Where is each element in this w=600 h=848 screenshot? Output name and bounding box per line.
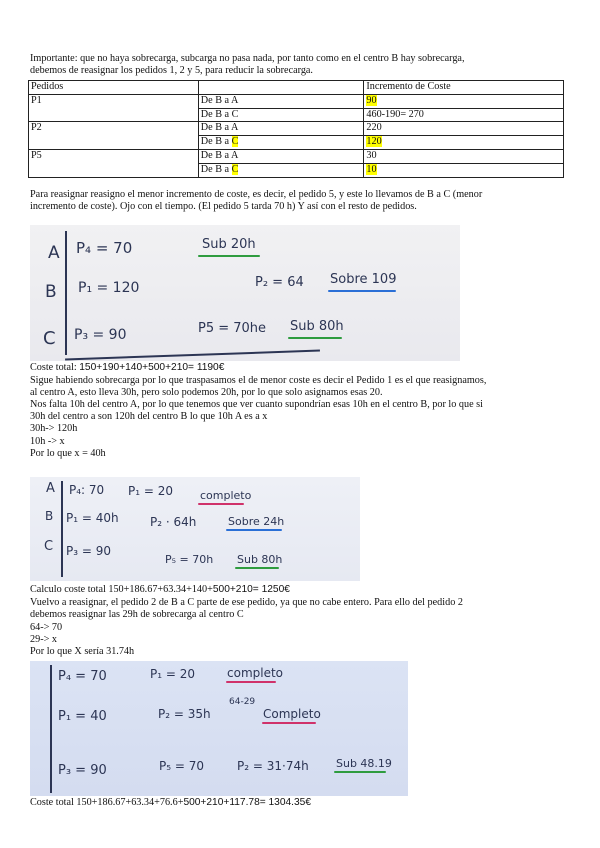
calculo-value: 500+210= 1250€	[212, 584, 290, 595]
p5-value: P5 = 70he	[198, 321, 267, 336]
calculo-line	[30, 584, 290, 596]
cell-pedido	[29, 108, 199, 122]
p1-a-value: P₁ = 20	[128, 484, 173, 498]
block2-line-7: Por lo que x = 40h	[30, 448, 106, 459]
block3-line-2: debemos reasignar las 29h de sobrecarga al centro C	[30, 609, 244, 620]
p1-a-value: P₁ = 20	[150, 667, 195, 681]
coste-value: 150+190+140+500+210= 1190€	[79, 362, 225, 373]
sobre-note: Sobre 24h	[228, 515, 285, 528]
sub-80-note: Sub 80h	[290, 319, 344, 334]
block2-line-2: al centro A, esto lleva 30h, pero solo podemos 20h, por lo que solo asignamos esas 20.	[30, 387, 383, 398]
table-row	[29, 108, 564, 122]
p2-value: P₂ = 35h	[158, 707, 211, 721]
center-c-label: C	[43, 328, 56, 349]
table-row	[29, 163, 564, 177]
cost-value-highlighted: 90	[366, 94, 377, 106]
p4-value: P₄: 70	[69, 483, 105, 497]
cell-cost: 220	[364, 122, 564, 136]
cell-cost	[364, 94, 564, 108]
cell-pedido: P2	[29, 122, 199, 136]
p2-b-value: P₂ = 31·74h	[237, 759, 309, 773]
intro-line-1: Importante: que no haya sobrecarga, subcarga no pasa nada, por tanto como en el centro B hay sobrecarga,	[30, 53, 465, 64]
sub-80-note: Sub 80h	[237, 553, 283, 566]
cell-move: De B a A	[198, 149, 364, 163]
cell-move	[198, 136, 364, 150]
block2-line-3: Nos falta 10h del centro A, por lo que tenemos que ver cuanto supondrían esas 10h en el centro B, por lo que si	[30, 399, 483, 410]
final-cost-line	[30, 797, 311, 809]
cost-value-highlighted: 120	[366, 136, 382, 148]
sobre-note: Sobre 109	[330, 272, 397, 287]
p4-value: P₄ = 70	[58, 669, 107, 684]
handwritten-photo-3	[30, 661, 408, 796]
center-a-label: A	[46, 481, 55, 496]
block2-line-4: 30h del centro a son 120h del centro B lo que 10h A es a x	[30, 411, 268, 422]
cell-cost: 460-190= 270	[364, 108, 564, 122]
completo-note-2: Completo	[263, 707, 321, 721]
p1-b-value: P₁ = 40h	[66, 511, 119, 525]
p3-value: P₃ = 90	[74, 327, 127, 343]
cell-cost: 30	[364, 149, 564, 163]
table-row	[29, 149, 564, 163]
para1-line-1: Para reasignar reasigno el menor incremento de coste, es decir, el pedido 5, y este lo llevamos de B a C (menor	[30, 189, 483, 200]
p3-value: P₃ = 90	[66, 544, 111, 558]
block3-line-1: Vuelvo a reasignar, el pedido 2 de B a C parte de ese pedido, ya que no cabe entero. Para ello del pedido 2	[30, 597, 463, 608]
p4-value: P₄ = 70	[76, 239, 133, 257]
calculo-prefix: Calculo coste total 150+186.67+63.34+140+	[30, 584, 213, 595]
completo-note: completo	[200, 489, 252, 502]
move-prefix: De B a	[200, 136, 232, 148]
block3-line-5: Por lo que X sería 31.74h	[30, 646, 135, 657]
p1-value: P₁ = 120	[78, 280, 140, 296]
cell-pedido: P1	[29, 94, 199, 108]
move-prefix: De B a	[200, 163, 232, 175]
sub-20-note: Sub 20h	[202, 237, 256, 252]
block3-line-4: 29-> x	[30, 634, 57, 645]
table-row	[29, 122, 564, 136]
final-value: 500+210+117.78= 1304.35€	[183, 797, 312, 808]
subtraction-note: 64-29	[229, 697, 256, 707]
p5-value: P₅ = 70	[159, 759, 204, 773]
cost-table	[28, 80, 564, 178]
intro-line-2: debemos de reasignar los pedidos 1, 2 y 5, para reducir la sobrecarga.	[30, 65, 313, 76]
header-empty	[198, 81, 364, 95]
p2-value: P₂ · 64h	[150, 515, 197, 529]
handwritten-photo-2	[30, 477, 360, 581]
cell-pedido: P5	[29, 149, 199, 163]
center-a-label: A	[48, 243, 60, 263]
p3-value: P₃ = 90	[58, 763, 107, 778]
final-prefix: Coste total 150+186.67+63.34+76.6+	[30, 797, 184, 808]
block3-line-3: 64-> 70	[30, 622, 63, 633]
coste-prefix: Coste total:	[30, 362, 80, 373]
p5-value: P₅ = 70h	[165, 553, 214, 566]
cell-move: De B a A	[198, 94, 364, 108]
cell-move: De B a C	[198, 108, 364, 122]
p1-b-value: P₁ = 40	[58, 709, 107, 724]
cell-move	[198, 163, 364, 177]
handwritten-photo-1	[30, 225, 460, 361]
cell-cost	[364, 136, 564, 150]
table-row	[29, 94, 564, 108]
sub-note: Sub 48.19	[336, 757, 392, 770]
center-c-label: C	[44, 539, 54, 554]
cell-pedido	[29, 163, 199, 177]
header-pedidos: Pedidos	[29, 81, 199, 95]
completo-note-1: completo	[227, 666, 284, 680]
cell-move: De B a A	[198, 122, 364, 136]
table-row	[29, 136, 564, 150]
move-highlighted: C	[231, 136, 239, 148]
center-b-label: B	[45, 282, 57, 302]
center-b-label: B	[45, 509, 54, 523]
header-incremento: Incremento de Coste	[364, 81, 564, 95]
cell-cost	[364, 163, 564, 177]
coste-total-line	[30, 362, 224, 374]
cell-pedido	[29, 136, 199, 150]
block2-line-1: Sigue habiendo sobrecarga por lo que traspasamos el de menor coste es decir el Pedido 1 es el que reasignamos,	[30, 375, 487, 386]
para1-line-2: incremento de coste). Ojo con el tiempo. (El pedido 5 tarda 70 h) Y así con el resto de pedidos.	[30, 201, 417, 212]
table-header-row	[29, 81, 564, 95]
p2-value: P₂ = 64	[255, 275, 304, 290]
block2-line-5: 30h-> 120h	[30, 423, 78, 434]
block2-line-6: 10h -> x	[30, 436, 65, 447]
cost-value-highlighted: 10	[366, 163, 377, 175]
move-highlighted: C	[231, 163, 239, 175]
